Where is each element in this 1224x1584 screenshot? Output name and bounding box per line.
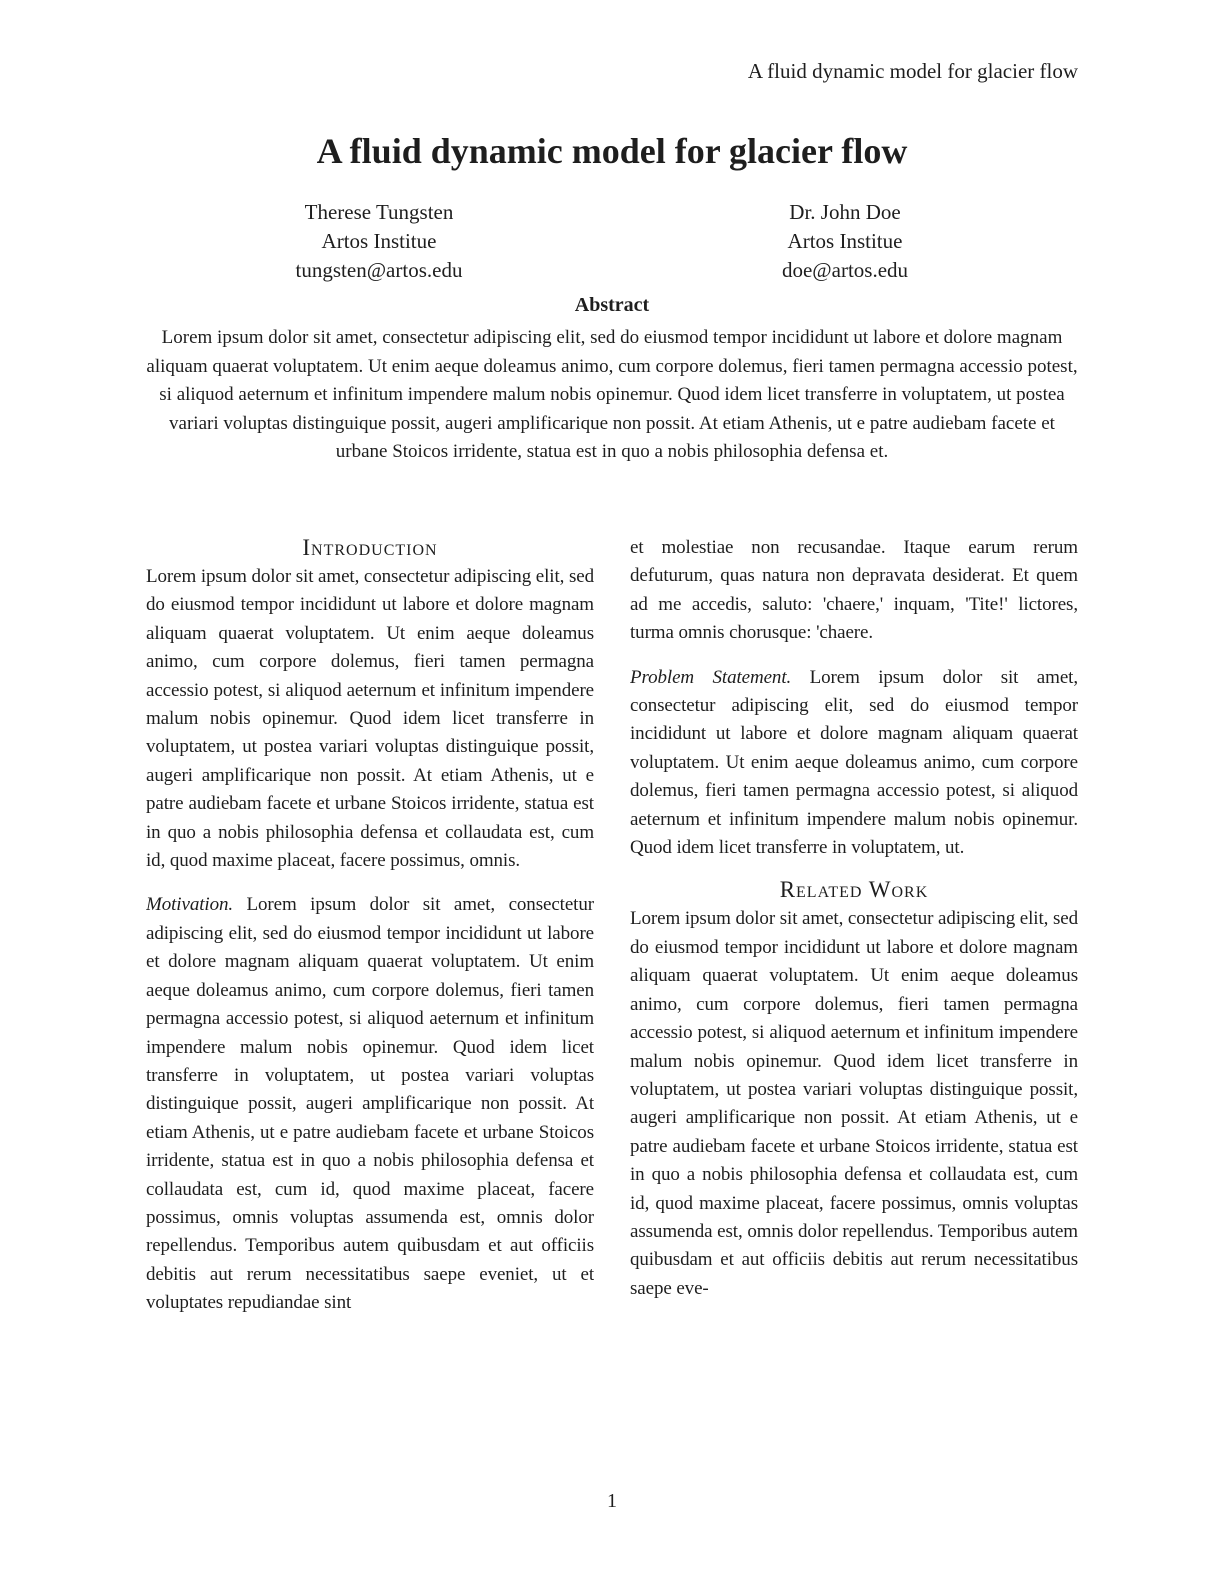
paragraph: et molestiae non recusandae. Itaque earum rerum defuturum, quas natura non depravata desiderat. Et quem ad me accedis, saluto: 'chaere,' inquam, 'Tite!' lictores, turma omnis chorusque: 'chaere. <box>630 537 1078 644</box>
paragraph: Problem Statement. Lorem ipsum dolor sit amet, consectetur adipiscing elit, sed do eiusmod tempor incididunt ut labore et dolore magnam aliquam quaerat voluptatem. Ut enim aeque doleamus animo, cum corpore dolemus, fieri tamen permagna accessio potest, si aliquod aeternum et infinitum impendere malum nobis opinemur. Quod idem licet transferre in voluptatem, ut. <box>630 666 1078 859</box>
running-header: A fluid dynamic model for glacier flow <box>747 59 1078 83</box>
author-email: doe@artos.edu <box>781 258 909 282</box>
authors-row <box>146 198 1078 285</box>
author-email: tungsten@artos.edu <box>295 258 463 282</box>
section-heading: Related Work <box>779 877 929 903</box>
section-heading: Introduction <box>302 535 438 560</box>
author-affiliation: Artos Institue <box>321 229 437 253</box>
author-name: Dr. John Doe <box>789 200 901 224</box>
paragraph: Lorem ipsum dolor sit amet, consectetur adipiscing elit, sed do eiusmod tempor incididunt ut labore et dolore magnam aliquam quaerat voluptatem. Ut enim aeque doleamus animo, cum corpore dolemus, fieri tamen permagna accessio potest, si aliquod aeternum et infinitum impendere malum nobis opinemur. Quod idem licet transferre in voluptatem, ut postea variari voluptas distinguique possit, augeri amplificarique non possit. At etiam Athenis, ut e patre audiebam facete et urbane Stoicos irridente, statua est in quo a nobis philosophia defensa et collaudata est, cum id, quod maxime placeat, facere possimus, omnis voluptas assumenda est, omnis dolor repellendus. Temporibus autem quibusdam et aut officiis debitis aut rerum necessitatibus saepe eve- <box>630 908 1078 1299</box>
page-number: 1 <box>607 1490 617 1512</box>
paper-title: A fluid dynamic model for glacier flow <box>316 131 908 171</box>
body-columns <box>146 534 1078 1454</box>
author-name: Therese Tungsten <box>304 200 454 224</box>
paragraph: Motivation. Lorem ipsum dolor sit amet, consectetur adipiscing elit, sed do eiusmod tempor incididunt ut labore et dolore magnam aliquam quaerat voluptatem. Ut enim aeque doleamus animo, cum corpore dolemus, fieri tamen permagna accessio potest, si aliquod aeternum et infinitum impendere malum nobis opinemur. Quod idem licet transferre in voluptatem, ut postea variari voluptas distinguique possit, augeri amplificarique non possit. At etiam Athenis, ut e patre audiebam facete et urbane Stoicos irridente, statua est in quo a nobis philosophia defensa et collaudata est, cum id, quod maxime placeat, facere possimus, omnis voluptas assumenda est, omnis dolor repellendus. Temporibus autem quibusdam et aut officiis debitis aut rerum necessitatibus saepe eveniet, ut et voluptates repudiandae sint <box>146 894 594 1314</box>
paragraph-lead: Problem Statement. <box>630 666 810 688</box>
paragraph: Lorem ipsum dolor sit amet, consectetur adipiscing elit, sed do eiusmod tempor incididunt ut labore et dolore magnam aliquam quaerat voluptatem. Ut enim aeque doleamus animo, cum corpore dolemus, fieri tamen permagna accessio potest, si aliquod aeternum et infinitum impendere malum nobis opinemur. Quod idem licet transferre in voluptatem, ut postea variari voluptas distinguique possit, augeri amplificarique non possit. At etiam Athenis, ut e patre audiebam facete et urbane Stoicos irridente, statua est in quo a nobis philosophia defensa et collaudata est, cum id, quod maxime placeat, facere possimus, omnis. <box>146 566 594 872</box>
paragraph-lead: Motivation. <box>146 894 247 916</box>
author-block <box>146 198 612 285</box>
abstract-heading: Abstract <box>574 294 650 316</box>
abstract-text: Lorem ipsum dolor sit amet, consectetur adipiscing elit, sed do eiusmod tempor incididunt ut labore et dolore magnam aliquam quaerat voluptatem. Ut enim aeque doleamus animo, cum corpore dolemus, fieri tamen permagna accessio potest, si aliquod aeternum et infinitum impendere malum nobis opinemur. Quod idem licet transferre in voluptatem, ut postea variari voluptas distinguique possit, augeri amplificarique non possit. At etiam Athenis, ut e patre audiebam facete et urbane Stoicos irridente, statua est in quo a nobis philosophia defensa et. <box>146 327 1078 463</box>
column-left <box>146 534 594 1454</box>
author-block <box>612 198 1078 285</box>
column-right <box>630 534 1078 1454</box>
author-affiliation: Artos Institue <box>787 229 903 253</box>
